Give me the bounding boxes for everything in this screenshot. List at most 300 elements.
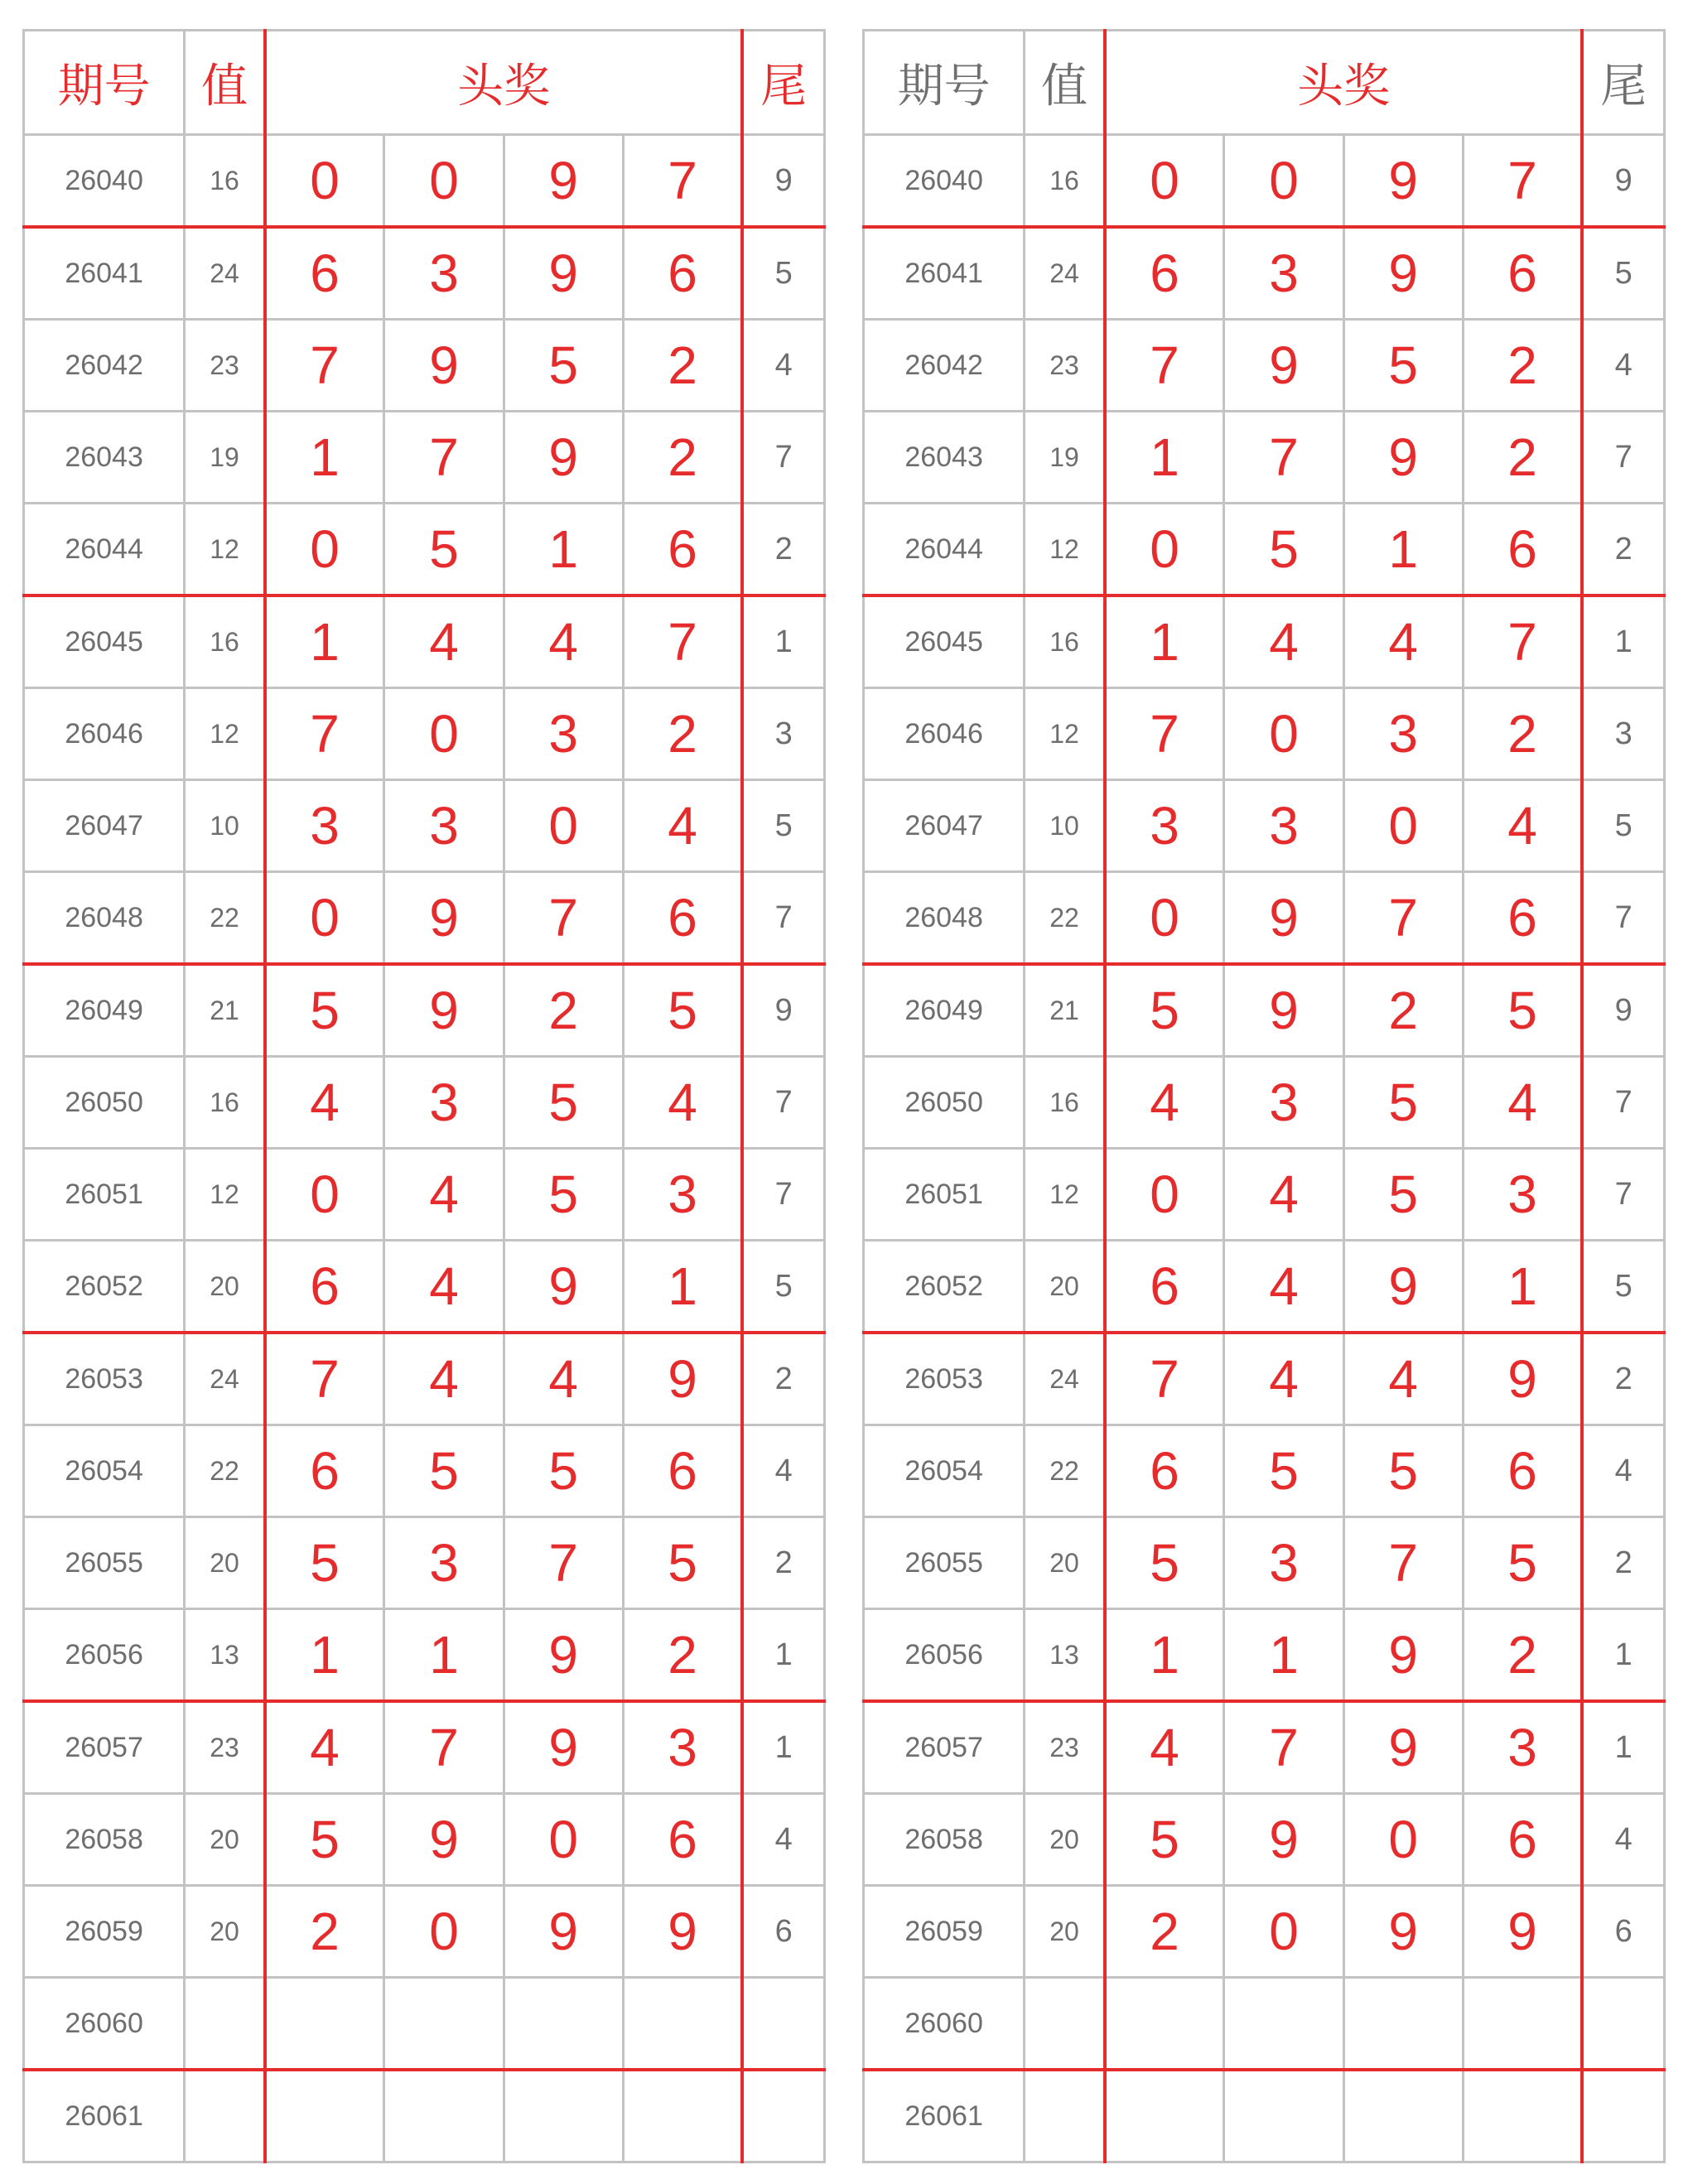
prize-digit-cell: 0 [504,1794,623,1886]
value-cell: 16 [185,595,265,688]
tail-cell [1582,2070,1664,2162]
table-row [24,1886,825,1978]
left-lottery-table [22,29,826,2163]
period-cell: 26049 [864,964,1025,1057]
prize-digit-cell: 4 [1343,595,1463,688]
prize-digit-cell: 5 [504,1057,623,1149]
table-row [24,1978,825,2071]
prize-digit-cell [623,2070,742,2162]
prize-digit-cell: 4 [265,1057,384,1149]
tail-cell: 7 [742,412,824,504]
prize-digit-cell: 1 [504,504,623,596]
prize-digit-cell: 9 [1343,1241,1463,1333]
prize-digit-cell: 2 [1463,1609,1582,1702]
tail-cell: 2 [742,1333,824,1425]
tail-cell: 7 [1582,1057,1664,1149]
prize-digit-cell: 9 [623,1333,742,1425]
tail-cell: 1 [1582,1609,1664,1702]
value-cell: 19 [185,412,265,504]
prize-digit-cell: 9 [504,1701,623,1794]
prize-digit-cell: 4 [384,1333,504,1425]
value-cell: 20 [185,1517,265,1609]
value-cell: 12 [1025,688,1105,780]
prize-digit-cell: 7 [1224,412,1343,504]
prize-digit-cell [623,1978,742,2071]
prize-digit-cell: 3 [384,780,504,872]
prize-digit-cell: 5 [265,1517,384,1609]
value-cell: 19 [1025,412,1105,504]
table-row [24,2070,825,2162]
table-row [864,1425,1665,1517]
prize-digit-cell: 5 [504,320,623,412]
value-cell [1025,2070,1105,2162]
prize-digit-cell: 3 [1224,1517,1343,1609]
period-cell: 26058 [24,1794,185,1886]
tail-cell: 1 [1582,595,1664,688]
table-row [24,964,825,1057]
value-cell: 20 [185,1794,265,1886]
prize-digit-cell: 9 [504,135,623,228]
value-cell: 12 [185,688,265,780]
tail-cell: 9 [742,135,824,228]
tail-cell: 4 [1582,320,1664,412]
prize-digit-cell: 3 [1105,780,1224,872]
period-cell: 26047 [24,780,185,872]
value-cell: 13 [185,1609,265,1702]
prize-digit-cell: 5 [1105,1517,1224,1609]
period-cell: 26047 [864,780,1025,872]
prize-digit-cell: 0 [265,1149,384,1241]
tail-cell: 9 [1582,964,1664,1057]
period-cell: 26051 [24,1149,185,1241]
prize-digit-cell: 1 [1105,412,1224,504]
value-cell: 12 [185,1149,265,1241]
prize-digit-cell [504,1978,623,2071]
prize-digit-cell: 2 [265,1886,384,1978]
period-header: 期号 [864,31,1025,135]
prize-digit-cell: 7 [384,412,504,504]
prize-digit-cell: 6 [623,1425,742,1517]
prize-digit-cell: 6 [1105,1425,1224,1517]
period-cell: 26045 [24,595,185,688]
prize-digit-cell: 9 [384,872,504,965]
tail-cell: 5 [742,1241,824,1333]
table-row [864,872,1665,965]
prize-digit-cell: 9 [1463,1333,1582,1425]
prize-digit-cell: 9 [384,964,504,1057]
period-cell: 26051 [864,1149,1025,1241]
prize-digit-cell: 5 [1224,1425,1343,1517]
table-row [24,1609,825,1702]
tail-cell: 7 [1582,412,1664,504]
prize-digit-cell: 9 [1343,227,1463,320]
tail-cell: 2 [1582,1517,1664,1609]
prize-digit-cell: 2 [623,1609,742,1702]
table-row [864,688,1665,780]
prize-digit-cell: 9 [1343,1886,1463,1978]
prize-digit-cell: 6 [623,1794,742,1886]
prize-digit-cell: 9 [504,227,623,320]
prize-digit-cell: 7 [1463,135,1582,228]
prize-digit-cell: 0 [1224,135,1343,228]
period-cell: 26046 [24,688,185,780]
prize-digit-cell: 7 [623,595,742,688]
prize-digit-cell: 7 [1463,595,1582,688]
header-row [864,31,1665,135]
tail-cell: 5 [1582,227,1664,320]
period-cell: 26055 [24,1517,185,1609]
tail-cell: 1 [742,595,824,688]
prize-digit-cell: 9 [1224,320,1343,412]
table-row [24,1517,825,1609]
prize-digit-cell: 3 [384,1517,504,1609]
prize-digit-cell: 4 [623,1057,742,1149]
period-cell: 26043 [24,412,185,504]
prize-digit-cell: 9 [1224,1794,1343,1886]
period-cell: 26046 [864,688,1025,780]
period-cell: 26043 [864,412,1025,504]
prize-digit-cell: 5 [1105,1794,1224,1886]
value-cell [1025,1978,1105,2071]
prize-digit-cell: 9 [1343,1701,1463,1794]
prize-digit-cell: 2 [623,412,742,504]
prize-digit-cell: 0 [265,872,384,965]
tail-cell: 4 [1582,1425,1664,1517]
prize-digit-cell: 6 [1105,1241,1224,1333]
prize-header: 头奖 [1105,31,1583,135]
tail-cell: 9 [742,964,824,1057]
tail-cell: 4 [742,320,824,412]
value-cell: 23 [1025,1701,1105,1794]
prize-digit-cell: 1 [623,1241,742,1333]
prize-digit-cell: 3 [623,1149,742,1241]
prize-digit-cell [384,2070,504,2162]
value-cell: 20 [1025,1886,1105,1978]
prize-digit-cell: 0 [384,1886,504,1978]
tail-cell [742,1978,824,2071]
table-row [24,1241,825,1333]
prize-digit-cell: 0 [1224,688,1343,780]
prize-digit-cell: 5 [1224,504,1343,596]
prize-digit-cell: 7 [1224,1701,1343,1794]
table-row [24,320,825,412]
prize-digit-cell: 7 [1105,1333,1224,1425]
prize-digit-cell [1463,2070,1582,2162]
tail-cell: 5 [1582,780,1664,872]
prize-digit-cell: 7 [1343,1517,1463,1609]
prize-digit-cell: 4 [384,595,504,688]
period-cell: 26048 [24,872,185,965]
prize-digit-cell: 4 [384,1149,504,1241]
prize-digit-cell: 7 [384,1701,504,1794]
tail-cell [742,2070,824,2162]
prize-digit-cell: 3 [1224,227,1343,320]
value-cell: 20 [185,1886,265,1978]
tail-cell: 2 [742,1517,824,1609]
value-cell: 10 [185,780,265,872]
value-cell: 20 [1025,1517,1105,1609]
table-row [24,1425,825,1517]
prize-digit-cell: 7 [1105,688,1224,780]
prize-digit-cell: 7 [265,688,384,780]
value-cell [185,2070,265,2162]
period-cell: 26050 [24,1057,185,1149]
right-lottery-table [862,29,1666,2163]
tail-cell: 2 [1582,504,1664,596]
value-cell: 24 [185,1333,265,1425]
prize-digit-cell: 5 [1463,964,1582,1057]
prize-digit-cell: 5 [1463,1517,1582,1609]
value-cell: 22 [1025,1425,1105,1517]
prize-digit-cell: 0 [1105,872,1224,965]
prize-digit-cell: 4 [1224,1333,1343,1425]
tail-cell: 5 [742,780,824,872]
tail-cell: 6 [742,1886,824,1978]
table-row [24,780,825,872]
prize-digit-cell: 4 [504,1333,623,1425]
prize-digit-cell [1343,2070,1463,2162]
prize-digit-cell: 1 [384,1609,504,1702]
prize-digit-cell: 5 [1343,320,1463,412]
value-cell: 12 [1025,504,1105,596]
value-cell: 13 [1025,1609,1105,1702]
period-cell: 26060 [24,1978,185,2071]
prize-digit-cell [1105,1978,1224,2071]
tail-cell: 4 [742,1794,824,1886]
table-row [864,964,1665,1057]
prize-digit-cell: 0 [1105,135,1224,228]
prize-digit-cell: 1 [1105,1609,1224,1702]
prize-digit-cell: 9 [1224,872,1343,965]
prize-digit-cell: 4 [1224,1149,1343,1241]
prize-digit-cell: 5 [1343,1149,1463,1241]
prize-digit-cell: 5 [623,964,742,1057]
period-cell: 26042 [24,320,185,412]
prize-digit-cell: 5 [384,504,504,596]
period-cell: 26056 [864,1609,1025,1702]
table-row [864,1609,1665,1702]
period-cell: 26053 [864,1333,1025,1425]
table-row [864,2070,1665,2162]
value-cell: 23 [185,1701,265,1794]
period-cell: 26055 [864,1517,1025,1609]
value-cell: 16 [185,135,265,228]
table-row [864,1978,1665,2071]
prize-digit-cell: 7 [265,1333,384,1425]
table-row [24,1149,825,1241]
prize-digit-cell: 0 [384,135,504,228]
prize-header: 头奖 [265,31,743,135]
prize-digit-cell: 2 [1105,1886,1224,1978]
prize-digit-cell: 2 [1463,688,1582,780]
prize-digit-cell: 6 [623,227,742,320]
table-row [864,595,1665,688]
value-cell: 21 [185,964,265,1057]
prize-digit-cell: 6 [1463,872,1582,965]
tail-cell: 7 [742,872,824,965]
prize-digit-cell: 0 [1343,780,1463,872]
table-row [864,1886,1665,1978]
prize-digit-cell [504,2070,623,2162]
period-cell: 26052 [24,1241,185,1333]
prize-digit-cell: 6 [1463,227,1582,320]
prize-digit-cell: 7 [504,872,623,965]
period-cell: 26041 [24,227,185,320]
prize-digit-cell [1224,1978,1343,2071]
prize-digit-cell: 7 [265,320,384,412]
value-cell: 22 [185,872,265,965]
prize-digit-cell: 0 [504,780,623,872]
value-header: 值 [185,31,265,135]
table-row [24,1794,825,1886]
left-table-body [24,135,825,2162]
value-cell: 20 [185,1241,265,1333]
table-row [24,688,825,780]
table-row [864,1241,1665,1333]
prize-digit-cell: 4 [265,1701,384,1794]
prize-digit-cell [1105,2070,1224,2162]
prize-digit-cell: 1 [265,412,384,504]
prize-digit-cell: 5 [1343,1057,1463,1149]
table-row [864,780,1665,872]
prize-digit-cell: 2 [504,964,623,1057]
prize-digit-cell: 2 [623,688,742,780]
prize-digit-cell: 9 [623,1886,742,1978]
prize-digit-cell: 4 [504,595,623,688]
tail-cell: 1 [742,1701,824,1794]
prize-digit-cell: 6 [623,872,742,965]
table-row [24,504,825,596]
value-cell: 16 [1025,595,1105,688]
value-cell: 21 [1025,964,1105,1057]
prize-digit-cell: 5 [504,1149,623,1241]
prize-digit-cell: 6 [623,504,742,596]
table-row [864,504,1665,596]
prize-digit-cell: 3 [1463,1701,1582,1794]
table-row [864,135,1665,228]
prize-digit-cell: 6 [1463,1794,1582,1886]
prize-digit-cell: 3 [384,227,504,320]
prize-digit-cell: 9 [1343,135,1463,228]
prize-digit-cell: 9 [1343,412,1463,504]
prize-digit-cell: 3 [1224,780,1343,872]
period-cell: 26058 [864,1794,1025,1886]
tail-cell: 2 [1582,1333,1664,1425]
prize-digit-cell: 3 [623,1701,742,1794]
prize-digit-cell: 7 [1343,872,1463,965]
prize-digit-cell: 0 [1105,1149,1224,1241]
table-row [864,412,1665,504]
tail-header: 尾 [742,31,824,135]
table-row [24,595,825,688]
prize-digit-cell: 9 [1463,1886,1582,1978]
period-cell: 26054 [24,1425,185,1517]
prize-digit-cell: 6 [265,1425,384,1517]
period-cell: 26040 [24,135,185,228]
period-cell: 26060 [864,1978,1025,2071]
prize-digit-cell: 9 [504,1241,623,1333]
prize-digit-cell: 0 [384,688,504,780]
tail-cell: 1 [742,1609,824,1702]
tail-cell: 1 [1582,1701,1664,1794]
period-header: 期号 [24,31,185,135]
prize-digit-cell: 6 [265,1241,384,1333]
value-cell: 24 [1025,227,1105,320]
tail-cell [1582,1978,1664,2071]
prize-digit-cell: 0 [265,504,384,596]
prize-digit-cell: 5 [265,964,384,1057]
prize-digit-cell: 5 [1105,964,1224,1057]
tail-cell: 5 [742,227,824,320]
tail-cell: 9 [1582,135,1664,228]
prize-digit-cell: 4 [1105,1057,1224,1149]
table-row [24,1701,825,1794]
tail-cell: 7 [742,1057,824,1149]
period-cell: 26061 [864,2070,1025,2162]
prize-digit-cell: 3 [265,780,384,872]
table-row [864,1333,1665,1425]
value-cell: 12 [1025,1149,1105,1241]
prize-digit-cell: 4 [1224,595,1343,688]
prize-digit-cell: 7 [1105,320,1224,412]
prize-digit-cell: 3 [1463,1149,1582,1241]
period-cell: 26056 [24,1609,185,1702]
period-cell: 26041 [864,227,1025,320]
table-row [864,1149,1665,1241]
prize-digit-cell: 5 [265,1794,384,1886]
period-cell: 26044 [24,504,185,596]
value-cell: 24 [185,227,265,320]
prize-digit-cell: 6 [1463,1425,1582,1517]
period-cell: 26049 [24,964,185,1057]
prize-digit-cell: 7 [623,135,742,228]
prize-digit-cell: 0 [1224,1886,1343,1978]
prize-digit-cell: 5 [623,1517,742,1609]
value-cell: 16 [185,1057,265,1149]
header-row [24,31,825,135]
prize-digit-cell: 3 [384,1057,504,1149]
period-cell: 26050 [864,1057,1025,1149]
period-cell: 26045 [864,595,1025,688]
table-row [864,1794,1665,1886]
prize-digit-cell: 2 [623,320,742,412]
prize-digit-cell: 5 [1343,1425,1463,1517]
value-header: 值 [1025,31,1105,135]
prize-digit-cell: 4 [1224,1241,1343,1333]
prize-digit-cell: 4 [1463,1057,1582,1149]
prize-digit-cell [265,1978,384,2071]
period-cell: 26059 [864,1886,1025,1978]
prize-digit-cell: 3 [1343,688,1463,780]
table-row [24,227,825,320]
prize-digit-cell: 9 [1343,1609,1463,1702]
prize-digit-cell: 7 [504,1517,623,1609]
period-cell: 26054 [864,1425,1025,1517]
prize-digit-cell: 1 [265,1609,384,1702]
period-cell: 26048 [864,872,1025,965]
table-row [864,227,1665,320]
value-cell [185,1978,265,2071]
prize-digit-cell: 9 [384,1794,504,1886]
value-cell: 10 [1025,780,1105,872]
prize-digit-cell: 0 [1343,1794,1463,1886]
prize-digit-cell: 1 [1343,504,1463,596]
table-row [24,1333,825,1425]
tail-cell: 4 [742,1425,824,1517]
value-cell: 22 [1025,872,1105,965]
table-row [24,1057,825,1149]
period-cell: 26044 [864,504,1025,596]
